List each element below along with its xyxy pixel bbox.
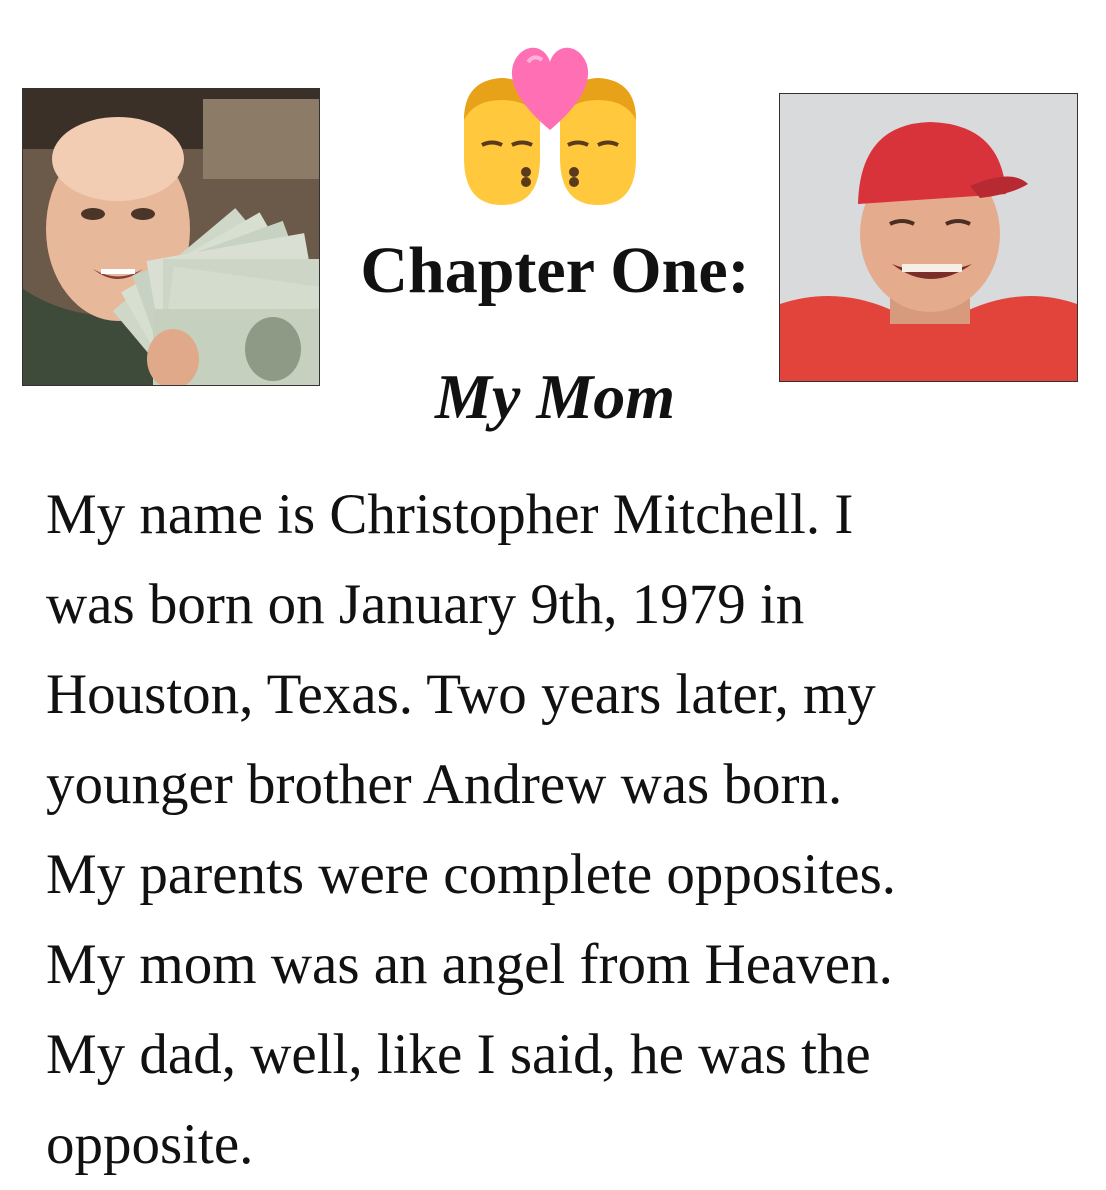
photo-right-man-red-cap — [779, 93, 1078, 382]
body-paragraph — [46, 470, 1076, 1190]
kiss-man-man-emoji-icon — [450, 40, 650, 215]
body-line: opposite. — [46, 1113, 254, 1176]
photo-left-man-with-money — [22, 88, 320, 386]
body-line: My dad, well, like I said, he was the — [46, 1023, 871, 1086]
body-line: My name is Christopher Mitchell. I — [46, 483, 854, 546]
man-holding-cash-photo-icon — [23, 89, 319, 385]
body-line: My parents were complete opposites. — [46, 843, 897, 906]
body-line: Houston, Texas. Two years later, my — [46, 663, 876, 726]
body-line: My mom was an angel from Heaven. — [46, 933, 893, 996]
body-line: younger brother Andrew was born. — [46, 753, 843, 816]
body-line: was born on January 9th, 1979 in — [46, 573, 805, 636]
man-red-cap-photo-icon — [780, 94, 1077, 381]
chapter-subtitle: My Mom — [435, 361, 675, 432]
chapter-title: Chapter One: — [360, 234, 750, 307]
